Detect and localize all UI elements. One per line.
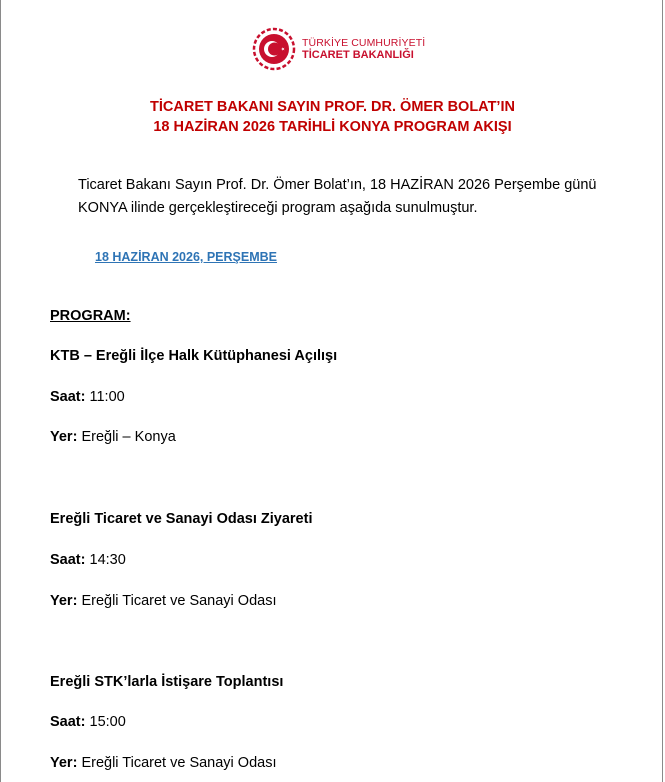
event-title: Ereğli Ticaret ve Sanayi Odası Ziyareti (50, 511, 313, 527)
event-location: Yer: Ereğli Ticaret ve Sanayi Odası (50, 755, 277, 771)
program-heading: PROGRAM: (50, 308, 131, 324)
title-line1: TİCARET BAKANI SAYIN PROF. DR. ÖMER BOLAT’IN (150, 99, 515, 115)
logo-line2: TİCARET BAKANLIĞI (302, 49, 414, 61)
event-title: KTB – Ereğli İlçe Halk Kütüphanesi Açılışı (50, 348, 338, 364)
event-location: Yer: Ereğli Ticaret ve Sanayi Odası (50, 593, 277, 609)
event-time: Saat: 11:00 (50, 389, 125, 405)
event-title: Ereğli STK’larla İstişare Toplantısı (50, 674, 284, 690)
event-time: Saat: 15:00 (50, 714, 126, 730)
logo-line1: TÜRKİYE CUMHURİYETİ (302, 37, 426, 49)
program-date: 18 HAZİRAN 2026, PERŞEMBE (95, 250, 278, 264)
event-time: Saat: 14:30 (50, 552, 126, 568)
ministry-emblem-icon (252, 27, 296, 71)
event-location: Yer: Ereğli – Konya (50, 429, 176, 445)
ministry-logo (252, 27, 425, 71)
intro-paragraph: Ticaret Bakanı Sayın Prof. Dr. Ömer Bolat’ın, 18 HAZİRAN 2026 Perşembe günü KONYA ilinde gerçekleştireceği program aşağıda sunulmuştur. (78, 177, 597, 216)
title-line2: 18 HAZİRAN 2026 TARİHLİ KONYA PROGRAM AKIŞI (153, 119, 512, 135)
page-title (1, 97, 664, 137)
